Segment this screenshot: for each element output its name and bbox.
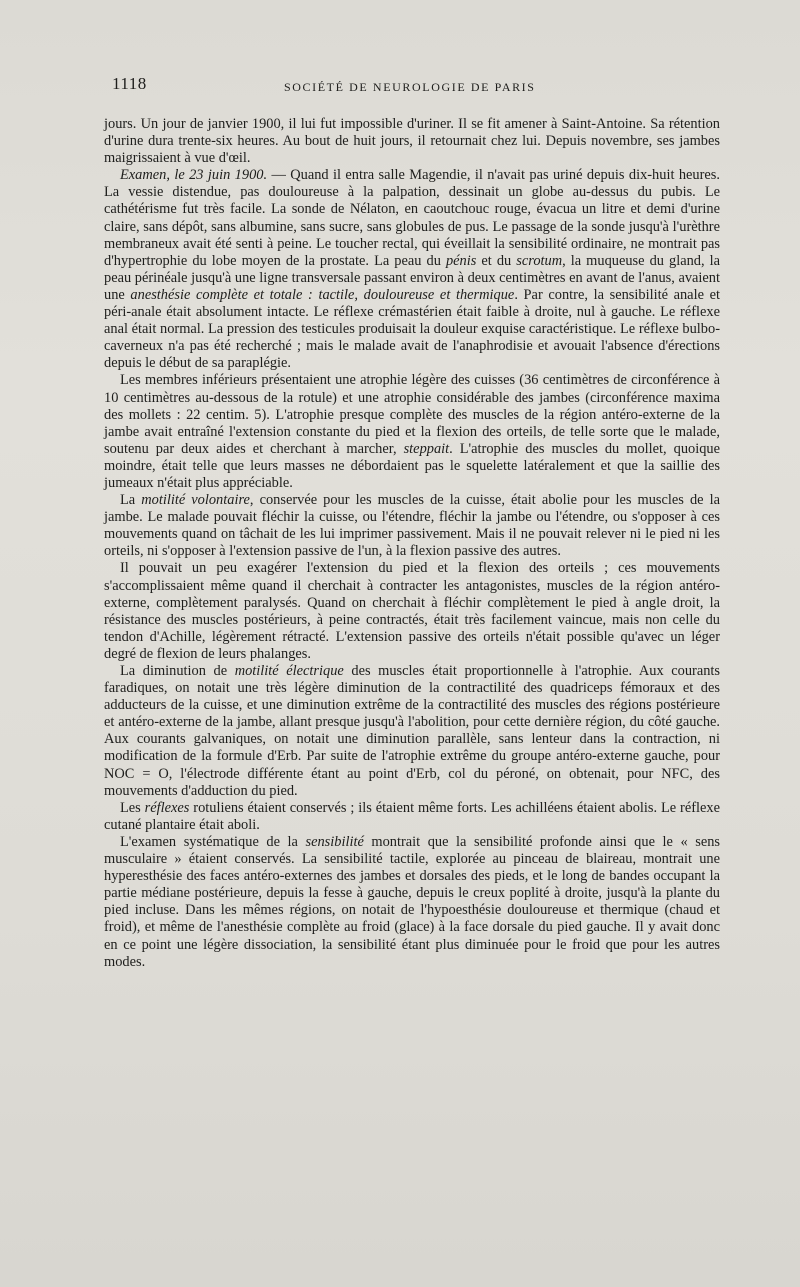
paragraph (104, 834, 720, 971)
italic-text: motilité électrique (234, 663, 344, 679)
text-run: — Quand il entra salle Magendie, il n'avait pas uriné depuis dix-huit heures. La vessie distendue, pas douloureuse à la palpation, dessinait un globe au-dessus du pubis. Le cathétérisme fut très facile. La sonde de Nélaton, en caoutchouc rouge, évacua un litre et demi d'urine claire, sans dépôt, sans albumine, sans sucre, sans globules de pus. Le passage de la sonde jusqu'à l'urèthre membraneux avait été senti à peine. Le toucher rectal, qui éveillait la sensibilité ordinaire, ne montrait pas d'hypertrophie du lobe moyen de la prostate. La peau du (104, 167, 720, 269)
text-run: jours. Un jour de janvier 1900, il lui fut impossible d'uriner. Il se fit amener à Saint-Antoine. Sa rétention d'urine dura trente-six heures. Au bout de huit jours, il retournait chez lui. Depuis novembre, ses jambes maigrissaient à vue d'œil. (104, 116, 720, 167)
page-number: 1118 (112, 74, 147, 93)
paragraph (104, 492, 720, 560)
italic-text: sensibilité (305, 833, 364, 850)
italic-text: motilité volontaire (141, 492, 250, 509)
text-run: . L'atrophie des muscles du mollet, quoique moindre, était telle que leurs masses ne débordaient pas le squelette latéralement et que la saillie des jumeaux n'était plus appréciable. (104, 440, 720, 491)
text-run: et du (476, 252, 517, 269)
text-run: . Par contre, la sensibilité anale et péri-anale était absolument intacte. Le réflexe crémastérien était faible à droite, nul à gauche. Le réflexe anal était normal. La pression des testicules produisait la douleur exquise caractéristique. Le réflexe bulbo-caverneux n'a pas été recherché ; mais le malade avait de l'anaphrodisie et avouait l'absence d'érections depuis le début de sa paraplégie. (104, 286, 720, 372)
text-run: La (120, 492, 142, 509)
text-run: montrait que la sensibilité profonde ainsi que le « sens musculaire » étaient conservés. La sensibilité tactile, explorée au pinceau de blaireau, montrait une hyperesthésie des faces antéro-externes des jambes et dorsales des pieds, et le long de bandes occupant la partie médiane postérieure, depuis la fesse à gauche, depuis le creux poplité à droite, jusqu'à la plante du pied incluse. Dans les mêmes régions, on notait de l'hypoesthésie douloureuse et thermique (chaud et froid), et même de l'anesthésie complète au froid (glace) à la face dorsale du pied gauche. Il y avait donc en ce point une légère dissociation, la sensibilité étant plus diminuée pour le froid que pour les autres modes. (104, 833, 720, 970)
paragraph (104, 800, 720, 834)
text-run: Il pouvait un peu exagérer l'extension du pied et la flexion des orteils ; ces mouvements s'accomplissaient même quand il cherchait à contracter les antagonistes, muscles de la région antéro-externe, complètement paralysés. Quand on cherchait à fléchir complètement le pied à angle droit, la résistance des muscles postérieurs, à peine contractés, était très facilement vaincue, mais non celle du tendon d'Achille, légèrement rétracté. L'extension passive des orteils n'était possible qu'avec un léger degré de flexion de leurs phalanges. (104, 560, 720, 662)
italic-text: pénis (445, 252, 477, 269)
text-run: des muscles était proportionnelle à l'atrophie. Aux courants faradiques, on notait une très légère diminution de la contractilité des quadriceps fémoraux et des adducteurs de la cuisse, et une diminution extrême de la contractilité des muscles des régions postérieure et antéro-externe de la jambe, allant presque jusqu'à l'abolition, pour cette dernière région, du côté gauche. Aux courants galvaniques, on notait une diminution parallèle, sans lenteur dans la contraction, ni modification de la formule d'Erb. Par suite de l'atrophie extrême du groupe antéro-externe gauche, pour NOC = O, l'électrode différente étant au point d'Erb, col du péroné, on obtenait, pour NFC, des mouvements d'adduction du pied. (104, 663, 721, 799)
paragraph (104, 167, 720, 372)
text-run: L'examen systématique de la (120, 833, 306, 850)
italic-text: Examen, le 23 juin 1900. (120, 167, 268, 184)
text-run: , conservée pour les muscles de la cuisse, était abolie pour les muscles de la jambe. Le malade pouvait fléchir la cuisse, ou l'étendre, fléchir la jambe ou l'étendre, ou s'opposer à ces mouvements quand on tâchait de les lui imprimer passivement. Mais il ne pouvait relever ni le pied ni les orteils, ni s'opposer à l'extension passive de l'un, à la flexion passive des autres. (104, 492, 721, 560)
paragraph (104, 372, 720, 492)
article-body (104, 116, 720, 971)
text-run: , la muqueuse du gland, la peau périnéale jusqu'à une ligne transversale passant environ à deux centimètres en avant de l'anus, avaient une (104, 252, 721, 303)
italic-text: réflexes (144, 799, 190, 816)
text-run: Les (120, 799, 145, 816)
page-header (112, 74, 732, 98)
italic-text: scrotum (516, 252, 563, 269)
paragraph (104, 663, 720, 800)
running-title: SOCIÉTÉ DE NEUROLOGIE DE PARIS (284, 80, 536, 94)
paragraph (104, 560, 720, 663)
text-run: La diminution de (120, 663, 235, 679)
paragraph (104, 116, 720, 167)
text-run: rotuliens étaient conservés ; ils étaient même forts. Les achilléens étaient abolis. Le réflexe cutané plantaire était aboli. (104, 799, 720, 833)
italic-text: steppait (403, 440, 450, 457)
italic-text: anesthésie complète et totale : tactile, douloureuse et thermique (130, 286, 515, 303)
text-run: Les membres inférieurs présentaient une atrophie légère des cuisses (36 centimètres de circonférence à 10 centimètres au-dessous de la rotule) et une atrophie considérable des jambes (circonférence maxima des mollets : 22 centim. 5). L'atrophie presque complète des muscles de la région antéro-externe de la jambe avait entraîné l'extension constante du pied et la flexion des orteils, de telle sorte que le malade, soutenu par deux aides et cherchant à marcher, (104, 372, 720, 457)
